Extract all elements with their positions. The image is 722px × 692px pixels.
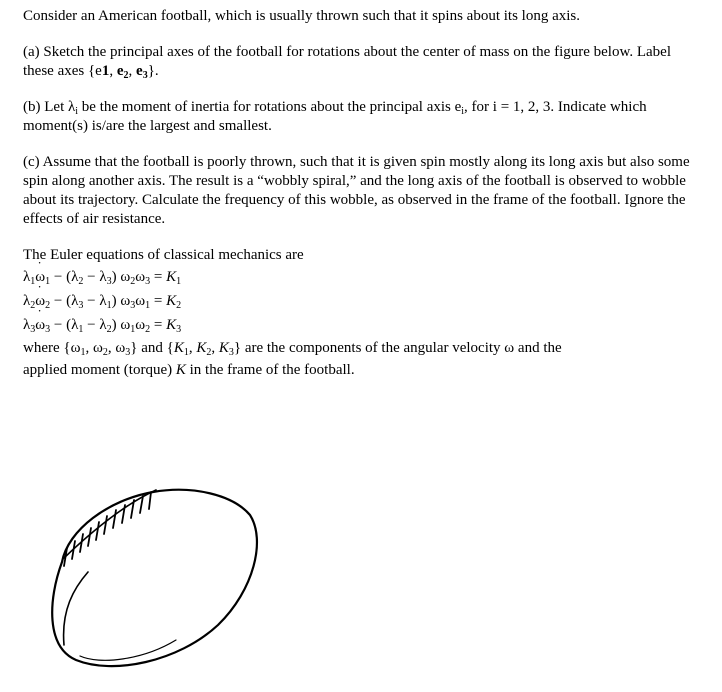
applied-text: applied moment (torque) bbox=[23, 362, 173, 378]
where-word: where bbox=[23, 340, 60, 356]
part-b-text-2: be the moment of inertia for rotations about the principal axis e bbox=[78, 99, 462, 115]
part-b-label: (b) bbox=[23, 99, 41, 115]
euler-equation-2: $\lambda_2\omega$ $˙_2 - (\lambda_3 - \lambda_1) \omega_3\omega_1 = K_2$ bbox=[23, 289, 703, 313]
part-b-text-1: Let λ bbox=[44, 99, 76, 115]
part-c-text: Assume that the football is poorly thrown, such that it is given spin mostly along its long axis but also some spin along another axis. The result is a “wobbly spiral,” and the long axis of the football is observed to wobble about its trajectory. Calculate the frequency of this wobble, as observed in the frame of the football. Ignore the effects of air resistance. bbox=[23, 154, 690, 227]
euler-equation-1: $\lambda_1\omega$ $˙_1 - (\lambda_2 - \lambda_3) \omega_2\omega_3 = K_1$ bbox=[23, 265, 703, 289]
frame-text: in the frame of the football. bbox=[189, 362, 355, 378]
euler-applied-line bbox=[23, 359, 703, 381]
part-a-tail: }. bbox=[147, 63, 159, 79]
part-a-text: Sketch the principal axes of the football for rotations about the center of mass on the figure below. Label these axes {e bbox=[23, 44, 671, 79]
and-word: and bbox=[141, 340, 163, 356]
football-outline bbox=[52, 490, 257, 666]
problem-document bbox=[23, 7, 703, 381]
part-c-label: (c) bbox=[23, 154, 40, 170]
part-a-label: (a) bbox=[23, 44, 40, 60]
football-sketch bbox=[28, 470, 268, 680]
torque-symbol: K bbox=[175, 362, 186, 378]
euler-equation-3: $\lambda_3\omega$ $˙_3 - (\lambda_1 - \lambda_2) \omega_1\omega_2 = K_3$ bbox=[23, 313, 703, 337]
part-c-paragraph bbox=[23, 153, 703, 229]
part-b-paragraph: (b) Let $\lambda_i$ be the moment of inertia for rotations about the principal axis $e_i$, for i = 1, 2, 3. Indicate which moment(s) is/are the largest and smallest. bbox=[23, 99, 647, 134]
euler-where-line: where {$\omega_1$, $\omega_2$, $\omega_3$} and {$K_1$, $K_2$, $K_3$} are the components of the angular velocity ω and the bbox=[23, 340, 562, 358]
part-b-text-3: , for i = 1, 2, 3. Indicate which moment(s) is/are the largest and smallest. bbox=[23, 99, 647, 134]
euler-intro: The Euler equations of classical mechanics are bbox=[23, 247, 304, 263]
where-text: are the components of the angular velocity ω and the bbox=[244, 340, 562, 356]
intro-paragraph: Consider an American football, which is usually thrown such that it spins about its long axis. bbox=[23, 8, 581, 24]
football-laces bbox=[64, 490, 156, 566]
part-a-paragraph: (a) Sketch the principal axes of the football for rotations about the center of mass on the figure below. Label these axes {e1, $e_2$, $e_3$}. bbox=[23, 44, 671, 81]
